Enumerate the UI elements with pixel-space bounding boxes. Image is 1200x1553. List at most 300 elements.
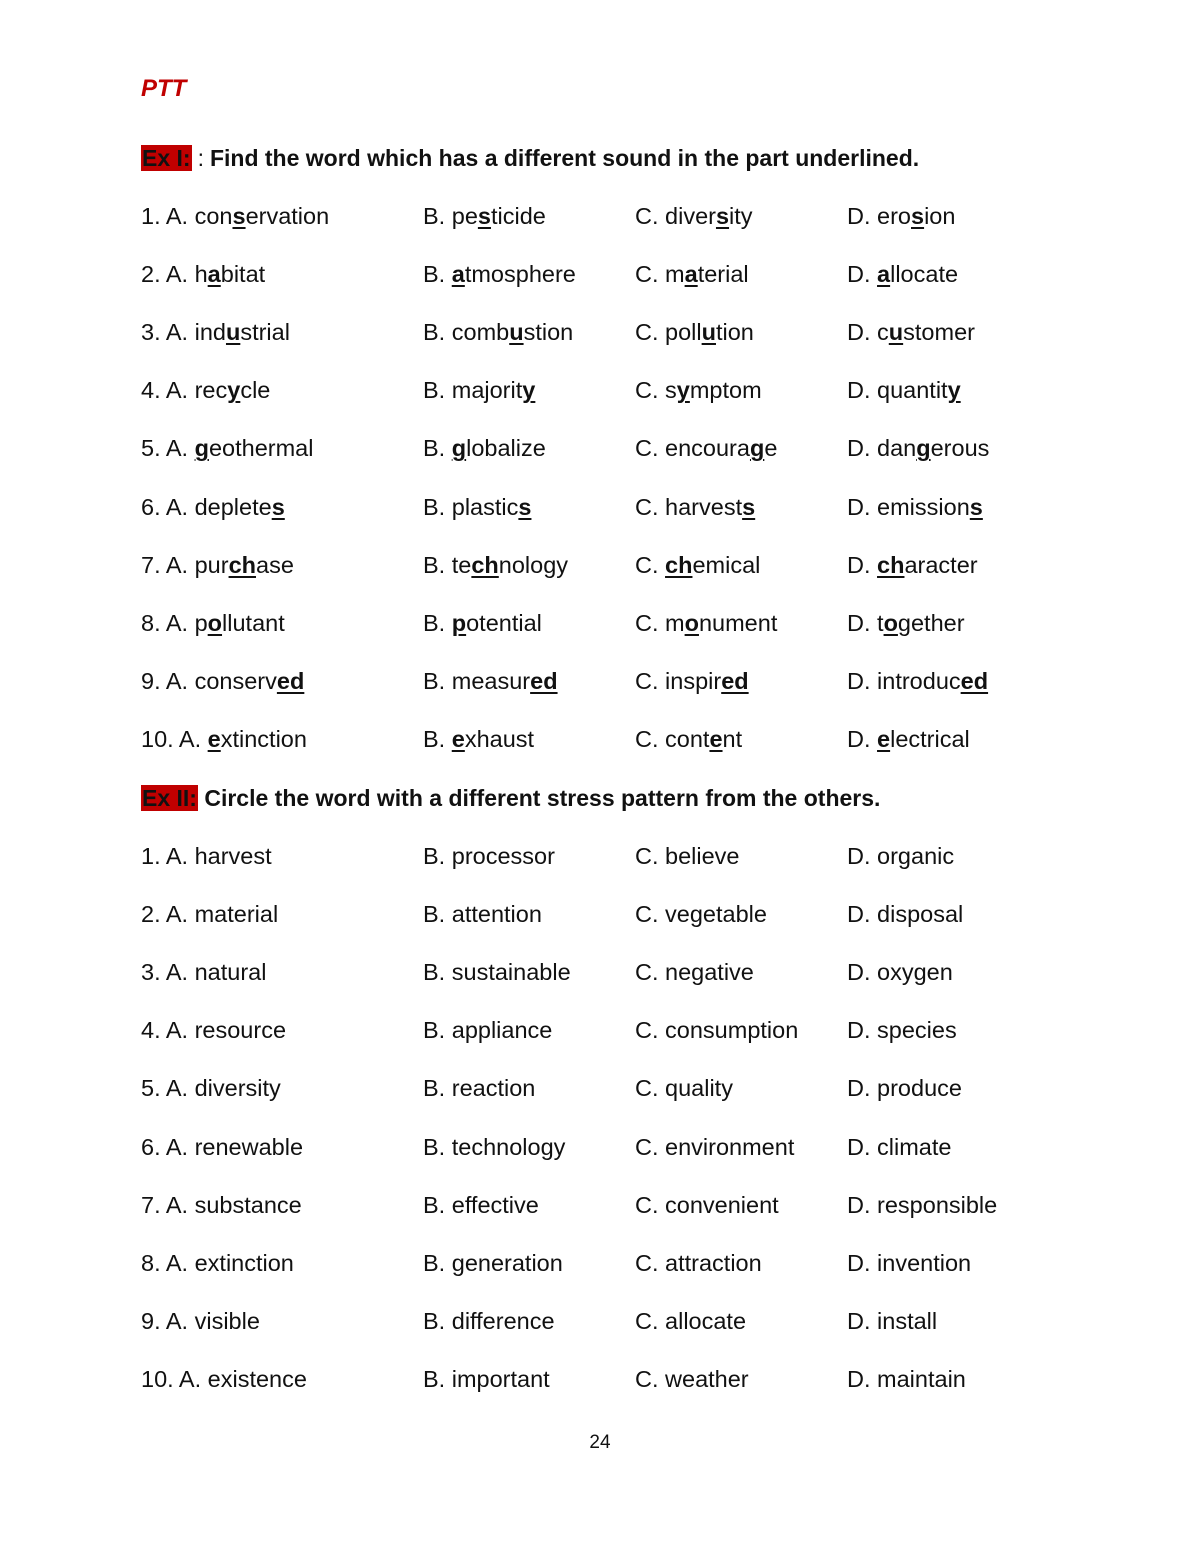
option-b <box>423 1192 635 1219</box>
underlined-part: o <box>207 609 223 636</box>
underlined-part: y <box>227 377 241 404</box>
word-prefix: con <box>194 202 233 229</box>
word-suffix: nology <box>498 551 569 578</box>
option-c <box>635 959 847 986</box>
option-letter: C. <box>635 668 659 695</box>
option-b <box>423 494 635 521</box>
option-letter: C. <box>635 900 659 927</box>
question-row <box>141 1234 1091 1292</box>
underlined-part: ed <box>276 668 305 695</box>
option-a <box>141 843 423 870</box>
question-number: 1. <box>141 842 161 869</box>
word-prefix: plastic <box>451 493 519 520</box>
question-row <box>141 594 1091 652</box>
word-suffix: e <box>764 435 778 462</box>
option-c <box>635 1366 847 1393</box>
option-letter: B. <box>423 1017 446 1044</box>
word-prefix: dan <box>877 435 917 462</box>
option-b <box>423 668 635 695</box>
option-word: believe <box>665 842 740 869</box>
question-row <box>141 362 1091 420</box>
word-suffix: xtinction <box>220 726 307 753</box>
question-number: 1. <box>141 202 161 229</box>
option-letter: C. <box>635 1249 659 1276</box>
option-c <box>635 1075 847 1102</box>
question-row <box>141 187 1091 245</box>
word-suffix: aracter <box>904 551 978 578</box>
option-b <box>423 377 635 404</box>
word-suffix: terial <box>697 260 749 287</box>
option-word: attraction <box>665 1249 762 1276</box>
option-letter: D. <box>847 900 871 927</box>
underlined-part: u <box>225 318 241 345</box>
option-c <box>635 203 847 230</box>
option-letter: B. <box>423 493 446 520</box>
word-prefix: te <box>451 551 472 578</box>
question-row <box>141 827 1091 885</box>
option-d <box>847 1250 1087 1277</box>
option-d <box>847 668 1087 695</box>
option-letter: A. <box>165 1017 189 1044</box>
option-word: renewable <box>194 1133 304 1160</box>
option-word: natural <box>194 958 267 985</box>
word-prefix: majorit <box>451 377 523 404</box>
option-letter: B. <box>423 668 446 695</box>
option-letter: B. <box>423 377 446 404</box>
option-a <box>141 1250 423 1277</box>
option-c <box>635 1134 847 1161</box>
ex2-instruction: Circle the word with a different stress pattern from the others. <box>204 785 881 811</box>
underlined-part: s <box>715 202 730 229</box>
option-letter: B. <box>423 842 446 869</box>
option-word: reaction <box>451 1075 536 1102</box>
word-suffix: gether <box>897 609 965 636</box>
underlined-part: ch <box>228 551 256 578</box>
word-prefix: introduc <box>877 668 961 695</box>
option-c <box>635 843 847 870</box>
option-letter: D. <box>847 493 871 520</box>
option-letter: A. <box>165 1191 189 1218</box>
page-number: 24 <box>589 1432 611 1453</box>
option-letter: C. <box>635 1133 659 1160</box>
option-word: visible <box>194 1308 260 1335</box>
question-number: 6. <box>141 1133 161 1160</box>
option-c <box>635 610 847 637</box>
option-c <box>635 261 847 288</box>
option-a <box>141 1192 423 1219</box>
word-prefix: cont <box>665 726 710 753</box>
option-letter: D. <box>847 377 871 404</box>
option-word: extinction <box>194 1249 294 1276</box>
question-number: 5. <box>141 1075 161 1102</box>
ex2-tag: Ex II: <box>142 785 197 811</box>
question-number: 2. <box>141 260 161 287</box>
word-suffix: bitat <box>220 260 266 287</box>
option-c <box>635 901 847 928</box>
option-word: oxygen <box>877 958 953 985</box>
option-letter: C. <box>635 260 659 287</box>
option-c <box>635 1308 847 1335</box>
option-letter: A. <box>165 842 189 869</box>
option-letter: D. <box>847 668 871 695</box>
option-letter: C. <box>635 551 659 578</box>
option-word: generation <box>451 1249 563 1276</box>
question-number: 3. <box>141 318 161 345</box>
underlined-part: e <box>709 726 723 753</box>
question-row <box>141 943 1091 1001</box>
option-letter: D. <box>847 1249 871 1276</box>
word-suffix: tion <box>715 318 754 345</box>
question-number: 9. <box>141 668 161 695</box>
word-suffix: eothermal <box>208 435 314 462</box>
question-row <box>141 1176 1091 1234</box>
option-word: responsible <box>877 1191 998 1218</box>
option-letter: D. <box>847 609 871 636</box>
option-d <box>847 1017 1087 1044</box>
question-number: 2. <box>141 900 161 927</box>
option-c <box>635 726 847 753</box>
option-c <box>635 552 847 579</box>
option-a <box>141 610 423 637</box>
option-letter: A. <box>165 1249 189 1276</box>
option-d <box>847 726 1087 753</box>
word-suffix: ase <box>256 551 294 578</box>
option-word: allocate <box>665 1308 747 1335</box>
underlined-part: y <box>947 377 961 404</box>
option-letter: B. <box>423 551 446 578</box>
word-suffix: xhaust <box>464 726 535 753</box>
option-word: diversity <box>194 1075 281 1102</box>
word-prefix: ero <box>877 202 911 229</box>
option-letter: A. <box>165 900 189 927</box>
word-prefix: pe <box>451 202 478 229</box>
option-letter: C. <box>635 1191 659 1218</box>
ex1-question-list <box>141 187 1091 769</box>
question-row <box>141 303 1091 361</box>
option-word: harvest <box>194 842 272 869</box>
option-d <box>847 261 1087 288</box>
option-word: species <box>877 1017 957 1044</box>
word-prefix: t <box>877 609 884 636</box>
option-letter: C. <box>635 318 659 345</box>
option-word: processor <box>451 842 555 869</box>
option-word: convenient <box>665 1191 779 1218</box>
question-number: 4. <box>141 1017 161 1044</box>
word-suffix: erous <box>930 435 990 462</box>
question-row <box>141 1002 1091 1060</box>
word-suffix: lobalize <box>466 435 546 462</box>
question-row <box>141 1351 1091 1409</box>
option-letter: B. <box>423 260 446 287</box>
option-word: vegetable <box>665 900 767 927</box>
question-row <box>141 478 1091 536</box>
question-number: 7. <box>141 551 161 578</box>
underlined-part: u <box>509 318 524 345</box>
question-row <box>141 885 1091 943</box>
option-letter: D. <box>847 1133 871 1160</box>
option-letter: C. <box>635 435 659 462</box>
option-b <box>423 1366 635 1393</box>
word-prefix: c <box>877 318 889 345</box>
option-c <box>635 1192 847 1219</box>
option-d <box>847 610 1087 637</box>
ex2-heading <box>141 781 880 815</box>
option-b <box>423 726 635 753</box>
option-c <box>635 1017 847 1044</box>
option-d <box>847 203 1087 230</box>
option-d <box>847 494 1087 521</box>
option-d <box>847 319 1087 346</box>
option-word: difference <box>451 1308 555 1335</box>
option-letter: C. <box>635 1308 659 1335</box>
underlined-part: g <box>194 435 209 462</box>
option-a <box>141 959 423 986</box>
underlined-part: e <box>451 726 465 753</box>
option-word: weather <box>665 1366 749 1393</box>
question-number: 5. <box>141 435 161 462</box>
option-letter: D. <box>847 318 871 345</box>
underlined-part: u <box>888 318 904 345</box>
question-number: 8. <box>141 1249 161 1276</box>
option-letter: D. <box>847 260 871 287</box>
ex2-question-list <box>141 827 1091 1409</box>
option-b <box>423 435 635 462</box>
word-prefix: m <box>665 609 685 636</box>
ex1-separator: : <box>197 145 204 171</box>
option-letter: B. <box>423 958 446 985</box>
option-letter: C. <box>635 958 659 985</box>
option-a <box>141 1308 423 1335</box>
underlined-part: o <box>684 609 699 636</box>
word-prefix: h <box>194 260 208 287</box>
option-a <box>141 726 423 753</box>
option-c <box>635 494 847 521</box>
option-c <box>635 319 847 346</box>
option-d <box>847 959 1087 986</box>
option-letter: C. <box>635 493 659 520</box>
option-word: resource <box>194 1017 287 1044</box>
option-word: quality <box>665 1075 733 1102</box>
option-letter: D. <box>847 842 871 869</box>
word-prefix: rec <box>194 377 228 404</box>
option-word: sustainable <box>451 958 571 985</box>
option-a <box>141 1017 423 1044</box>
option-a <box>141 901 423 928</box>
underlined-part: u <box>701 318 716 345</box>
option-letter: A. <box>165 1308 189 1335</box>
underlined-part: a <box>877 260 891 287</box>
word-prefix: pur <box>194 551 229 578</box>
word-prefix: p <box>194 609 208 636</box>
option-letter: D. <box>847 1191 871 1218</box>
option-letter: C. <box>635 377 659 404</box>
option-letter: D. <box>847 726 871 753</box>
underlined-part: p <box>451 609 467 636</box>
option-letter: C. <box>635 202 659 229</box>
option-letter: A. <box>165 493 189 520</box>
underlined-part: ed <box>530 668 558 695</box>
option-letter: C. <box>635 1366 659 1393</box>
option-letter: B. <box>423 726 446 753</box>
option-letter: A. <box>165 260 189 287</box>
option-letter: A. <box>165 668 189 695</box>
option-letter: B. <box>423 318 446 345</box>
option-a <box>141 494 423 521</box>
option-letter: D. <box>847 1308 871 1335</box>
question-number: 3. <box>141 958 161 985</box>
word-suffix: ity <box>729 202 753 229</box>
option-letter: B. <box>423 1191 446 1218</box>
option-letter: C. <box>635 1017 659 1044</box>
word-suffix: ticide <box>490 202 546 229</box>
option-a <box>141 1366 423 1393</box>
underlined-part: ch <box>665 551 693 578</box>
option-c <box>635 435 847 462</box>
option-a <box>141 435 423 462</box>
word-prefix: deplete <box>194 493 272 520</box>
option-d <box>847 843 1087 870</box>
underlined-part: o <box>883 609 898 636</box>
option-word: substance <box>194 1191 302 1218</box>
underlined-part: s <box>477 202 491 229</box>
word-prefix: quantit <box>877 377 948 404</box>
word-suffix: ervation <box>245 202 330 229</box>
option-d <box>847 1075 1087 1102</box>
option-c <box>635 377 847 404</box>
option-word: climate <box>877 1133 952 1160</box>
option-d <box>847 552 1087 579</box>
word-prefix: conserv <box>194 668 277 695</box>
option-b <box>423 843 635 870</box>
option-letter: A. <box>165 1133 189 1160</box>
underlined-part: ch <box>471 551 499 578</box>
option-letter: A. <box>165 202 189 229</box>
underlined-part: a <box>451 260 465 287</box>
word-suffix: otential <box>466 609 542 636</box>
option-b <box>423 1075 635 1102</box>
word-prefix: comb <box>451 318 510 345</box>
option-word: existence <box>207 1366 307 1393</box>
option-letter: C. <box>635 1075 659 1102</box>
option-word: important <box>451 1366 550 1393</box>
option-a <box>141 668 423 695</box>
underlined-part: s <box>271 493 285 520</box>
option-d <box>847 1308 1087 1335</box>
option-word: material <box>194 900 279 927</box>
option-word: organic <box>877 842 955 869</box>
option-d <box>847 377 1087 404</box>
option-letter: B. <box>423 1249 446 1276</box>
option-c <box>635 1250 847 1277</box>
word-prefix: encoura <box>665 435 750 462</box>
underlined-part: s <box>232 202 246 229</box>
question-row <box>141 653 1091 711</box>
word-suffix: nument <box>698 609 778 636</box>
word-suffix: nt <box>722 726 743 753</box>
option-letter: C. <box>635 842 659 869</box>
question-row <box>141 536 1091 594</box>
option-letter: D. <box>847 1017 871 1044</box>
underlined-part: a <box>207 260 221 287</box>
option-b <box>423 1250 635 1277</box>
option-b <box>423 319 635 346</box>
underlined-part: e <box>207 726 221 753</box>
option-letter: A. <box>165 1075 189 1102</box>
option-word: negative <box>665 958 754 985</box>
question-number: 10. <box>141 1366 174 1393</box>
underlined-part: ed <box>960 668 989 695</box>
word-suffix: stion <box>523 318 574 345</box>
option-letter: D. <box>847 1075 871 1102</box>
option-word: invention <box>877 1249 972 1276</box>
option-letter: D. <box>847 1366 871 1393</box>
option-d <box>847 1134 1087 1161</box>
word-suffix: tmosphere <box>464 260 576 287</box>
option-word: effective <box>451 1191 539 1218</box>
underlined-part: g <box>916 435 931 462</box>
option-letter: A. <box>178 1366 202 1393</box>
underlined-part: ed <box>721 668 749 695</box>
option-letter: A. <box>165 435 189 462</box>
option-a <box>141 552 423 579</box>
option-a <box>141 1075 423 1102</box>
option-d <box>847 435 1087 462</box>
underlined-part: ch <box>877 551 905 578</box>
word-prefix: ind <box>194 318 226 345</box>
option-letter: B. <box>423 202 446 229</box>
underlined-part: y <box>522 377 536 404</box>
option-letter: D. <box>847 958 871 985</box>
question-row <box>141 420 1091 478</box>
option-b <box>423 1134 635 1161</box>
underlined-part: g <box>451 435 467 462</box>
underlined-part: y <box>676 377 690 404</box>
word-prefix: diver <box>665 202 716 229</box>
question-number: 9. <box>141 1308 161 1335</box>
option-word: install <box>877 1308 938 1335</box>
option-letter: A. <box>178 726 202 753</box>
ex1-tag: Ex I: <box>142 145 191 171</box>
option-word: disposal <box>877 900 964 927</box>
question-row <box>141 245 1091 303</box>
option-word: appliance <box>451 1017 553 1044</box>
option-b <box>423 203 635 230</box>
word-suffix: llocate <box>890 260 959 287</box>
underlined-part: e <box>877 726 891 753</box>
option-letter: B. <box>423 900 446 927</box>
word-suffix: ion <box>924 202 956 229</box>
option-b <box>423 261 635 288</box>
word-suffix: emical <box>692 551 761 578</box>
option-letter: D. <box>847 551 871 578</box>
option-letter: A. <box>165 958 189 985</box>
option-letter: B. <box>423 1366 446 1393</box>
underlined-part: s <box>911 202 925 229</box>
underlined-part: a <box>684 260 698 287</box>
option-b <box>423 959 635 986</box>
option-letter: B. <box>423 1133 446 1160</box>
word-prefix: measur <box>451 668 531 695</box>
option-d <box>847 1192 1087 1219</box>
option-b <box>423 1308 635 1335</box>
option-letter: A. <box>165 377 189 404</box>
option-letter: B. <box>423 1075 446 1102</box>
underlined-part: s <box>969 493 983 520</box>
option-a <box>141 261 423 288</box>
word-suffix: strial <box>240 318 290 345</box>
option-d <box>847 1366 1087 1393</box>
option-d <box>847 901 1087 928</box>
